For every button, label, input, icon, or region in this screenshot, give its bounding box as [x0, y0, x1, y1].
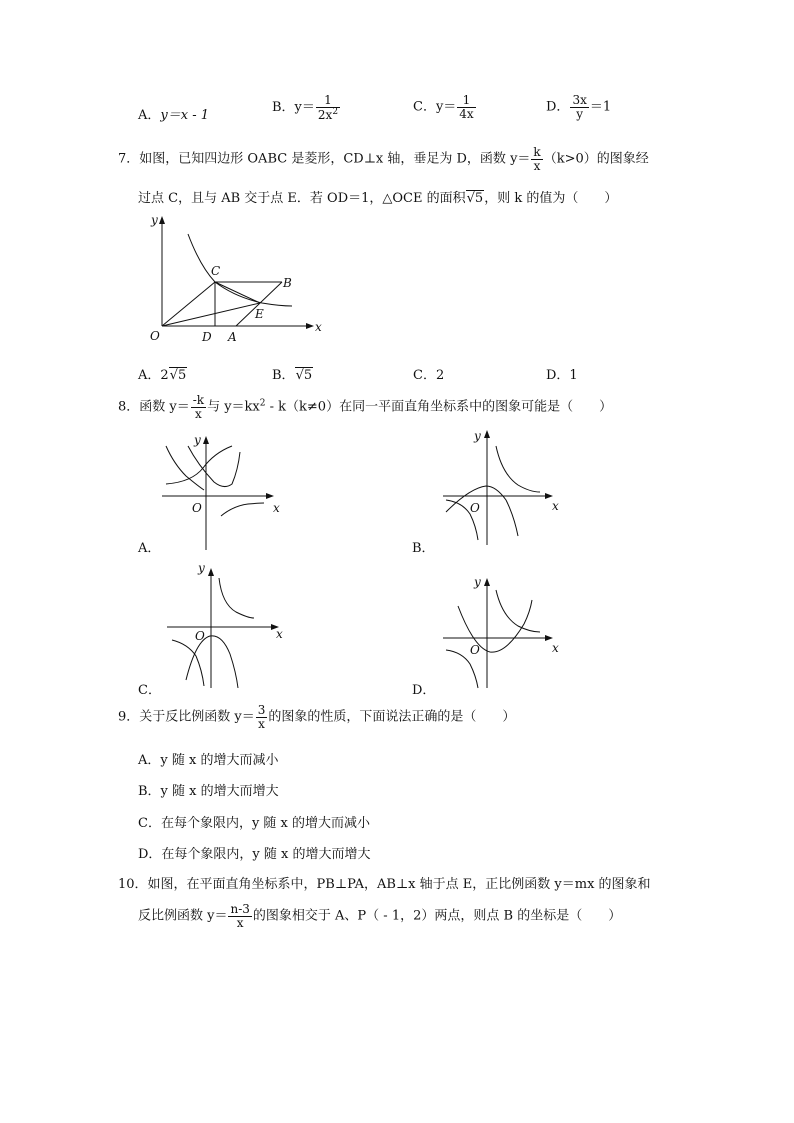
q6-c-num: 1 — [457, 94, 475, 108]
q6-b-prefix: B．y＝ — [272, 100, 315, 116]
q9-frac-den: x — [258, 716, 265, 731]
q6-a-prefix: A． — [138, 108, 161, 123]
svg-text:y: y — [194, 433, 201, 447]
q8-graph-a — [162, 433, 280, 550]
q6-d-prefix: D． — [546, 99, 570, 115]
q8-text-c: - k（k≠0）在同一平面直角坐标系中的图象可能是（ ） — [265, 399, 613, 415]
svg-text:O: O — [192, 501, 202, 515]
q7-opt-b-sqrt-value: 5 — [303, 368, 313, 383]
q6-b-den-text: 2x — [317, 107, 333, 122]
q7-label-E: E — [255, 307, 264, 321]
svg-text:x: x — [552, 641, 559, 655]
q7-option-c: C．2 — [413, 368, 445, 383]
q8-option-c: C． — [138, 683, 161, 698]
q9-text-a: 9．关于反比例函数 y＝ — [118, 709, 255, 725]
q8-option-b: B． — [412, 541, 435, 556]
q7-option-d: D．1 — [546, 368, 578, 383]
q6-d-num: 3x — [572, 93, 587, 107]
q8-frac-num: -k — [192, 393, 205, 407]
q6-c-den: 4x — [459, 106, 474, 121]
q10-frac-den: x — [236, 915, 244, 930]
q8-option-a: A． — [138, 541, 161, 556]
q10-frac — [228, 903, 251, 929]
q7-line1-a: 7．如图，已知四边形 OABC 是菱形，CD⊥x 轴，垂足为 D，函数 y＝ — [118, 151, 531, 167]
q8-graph-c — [167, 561, 283, 688]
q9-frac — [256, 704, 268, 730]
q7-label-D: D — [202, 330, 212, 344]
q7-opt-b-sqrt: √5 — [295, 368, 313, 383]
q10-line2 — [138, 903, 621, 929]
q7-line1-b: （k>0）的图象经 — [543, 151, 649, 167]
svg-text:x: x — [276, 627, 283, 641]
q8-text-sup: 2 — [259, 398, 266, 409]
q6-b-den: $2x^2$ — [317, 106, 339, 122]
q8-option-d: D． — [412, 683, 436, 698]
q6-d-suffix: ＝1 — [589, 99, 612, 115]
svg-text:x: x — [273, 501, 280, 515]
q7-label-y: y — [151, 213, 158, 227]
q7-line2-b: ，则 k 的值为（ ） — [484, 191, 618, 206]
svg-text:y: y — [198, 561, 205, 575]
q7-label-B: B — [283, 276, 292, 290]
q6-b-num: 1 — [316, 94, 340, 108]
svg-text:x: x — [552, 499, 559, 513]
q6-c-prefix: C．y＝ — [413, 99, 457, 115]
q7-label-O: O — [150, 329, 160, 343]
q10-frac-num: n-3 — [230, 902, 250, 916]
q8-graph-d — [443, 575, 559, 688]
q7-label-A: A — [228, 330, 237, 344]
q7-opt-a-text: A．2 — [138, 368, 169, 383]
svg-text:O: O — [470, 643, 480, 657]
q7-frac-num: k — [533, 145, 541, 159]
q10-line2-a: 反比例函数 y＝ — [138, 908, 228, 924]
svg-text:O: O — [470, 501, 480, 515]
q7-sqrt: √5 — [466, 191, 484, 206]
q7-frac-den: x — [533, 158, 541, 173]
q8-text-a: 8．函数 y＝ — [118, 399, 190, 415]
q9-question — [118, 704, 515, 730]
q7-opt-a-sqrt: √5 — [169, 368, 187, 383]
svg-text:y: y — [474, 429, 481, 443]
q8-graph-b — [443, 429, 559, 545]
q9-option-d: D．在每个象限内，y 随 x 的增大而增大 — [138, 847, 371, 862]
q7-opt-b-text: B． — [272, 368, 295, 383]
q8-text-b: 与 y＝kx — [207, 399, 260, 415]
q9-option-a: A．y 随 x 的增大而减小 — [138, 753, 279, 768]
svg-text:O: O — [195, 629, 205, 643]
q6-a-text: y＝x - 1 — [160, 108, 209, 123]
q7-sqrt-value: 5 — [474, 191, 484, 206]
q10-line2-b: 的图象相交于 A、P（ - 1，2）两点，则点 B 的坐标是（ ） — [252, 908, 622, 924]
q9-option-b: B．y 随 x 的增大而增大 — [138, 784, 279, 799]
q9-text-b: 的图象的性质，下面说法正确的是（ ） — [268, 709, 516, 725]
q7-label-x: x — [315, 320, 322, 334]
q7-label-C: C — [211, 264, 221, 278]
q6-d-den: y — [576, 106, 584, 121]
q7-line2-a: 过点 C，且与 AB 交于点 E．若 OD＝1，△OCE 的面积 — [138, 191, 466, 206]
q9-option-c: C．在每个象限内，y 随 x 的增大而减小 — [138, 816, 371, 831]
svg-text:y: y — [474, 575, 481, 589]
q7-opt-a-sqrt-value: 5 — [177, 368, 187, 383]
q10-line1: 10．如图，在平面直角坐标系中，PB⊥PA，AB⊥x 轴于点 E，正比例函数 y＝mx 的图象和 — [118, 877, 651, 892]
q8-frac-den: x — [195, 406, 202, 421]
q9-frac-num: 3 — [257, 703, 266, 717]
